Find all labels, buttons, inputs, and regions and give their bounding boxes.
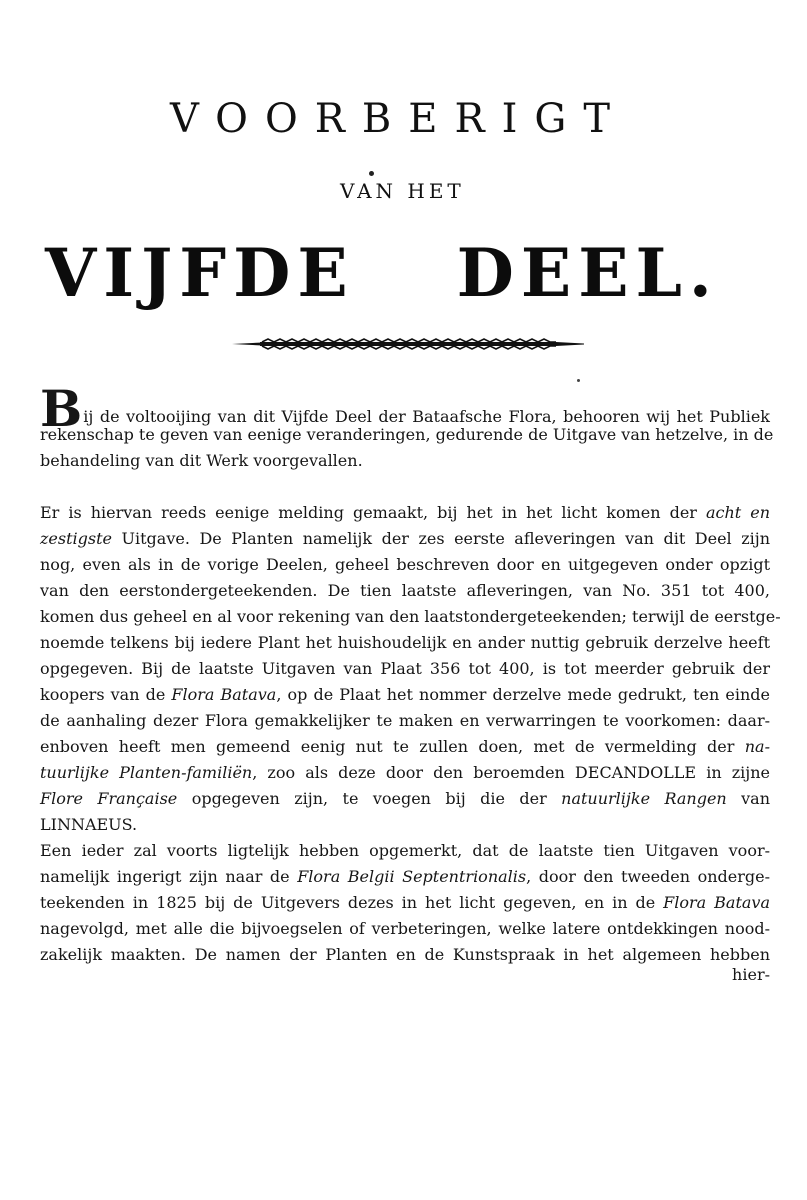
p2-line-13: LINNAEUS.	[40, 815, 138, 834]
p3-line-3	[40, 890, 770, 916]
paragraph-3	[40, 838, 770, 968]
p2-line-7: opgegeven. Bij de laatste Uitgaven van Plaat 356 tot 400, is tot meerder gebruik der	[40, 659, 770, 678]
p2-line-1	[40, 500, 770, 526]
p3-line-2-text-b: , door den tweeden onderge-	[526, 867, 770, 886]
p3-line-2-text-a: namelijk ingerigt zijn naar de	[40, 867, 298, 886]
p3-line-4: nagevolgd, met alle die bijvoegselen of verbeteringen, welke latere ontdekkingen nood-	[40, 919, 770, 938]
p2-line-11-italic: tuurlijke Planten-familiën	[40, 763, 253, 782]
p2-line-10	[40, 734, 770, 760]
p2-line-8-text-a: koopers van de	[40, 685, 172, 704]
p2-line-12	[40, 786, 770, 812]
p2-line-3: nog, even als in de vorige Deelen, geheel beschreven door en uitgegeven onder opzigt	[40, 555, 770, 574]
p2-line-12-text-b: van	[726, 789, 771, 808]
p2-line-5: komen dus geheel en al voor rekening van den laatstondergeteekenden; terwijl de eerstge-	[40, 607, 781, 626]
p1-line-2: rekenschap te geven van eenige veranderingen, gedurende de Uitgave van hetzelve, in de	[40, 425, 774, 444]
paragraph-1	[40, 379, 774, 474]
p3-line-5: zakelijk maakten. De namen der Planten en de Kunstspraak in het algemeen hebben	[40, 945, 770, 964]
p2-line-2-italic: zestigste	[40, 529, 113, 548]
p2-line-1-italic: acht en	[705, 503, 771, 522]
p3-line-1: Een ieder zal voorts ligtelijk hebben opgemerkt, dat de laatste tien Uitgaven voor-	[40, 841, 770, 860]
p2-line-11	[40, 760, 770, 786]
heading-van-het: VAN HET	[340, 179, 465, 203]
p2-line-8-text-b: , op de Plaat het nommer derzelve mede gedrukt, ten einde	[276, 685, 770, 704]
p2-line-2-text: Uitgave. De Planten namelijk der zes eerste afleveringen van dit Deel zijn	[112, 529, 770, 548]
ornamental-rule	[232, 338, 584, 350]
ink-speck	[577, 379, 580, 382]
p3-line-3-text: teekenden in 1825 bij de Uitgevers dezes in het licht gegeven, en in de	[40, 893, 664, 912]
p2-line-10-text: enboven heeft men gemeend eenig nut te zullen doen, met de vermelding der	[40, 737, 745, 756]
p3-line-2-italic: Flora Belgii Septentrionalis	[297, 867, 527, 886]
p2-line-1-text: Er is hiervan reeds eenige melding gemaakt, bij het in het licht komen der	[40, 503, 706, 522]
p2-line-11-text: , zoo als deze door den beroemden DECANDOLLE in zijne	[252, 763, 770, 782]
p2-line-2	[40, 526, 770, 552]
p1-line-3: behandeling van dit Werk voorgevallen.	[40, 451, 363, 470]
p2-line-12-italic-b: natuurlijke Rangen	[561, 789, 727, 808]
p2-line-10-italic: na-	[744, 737, 770, 756]
p2-line-9: de aanhaling dezer Flora gemakkelijker te maken en verwarringen te voorkomen: daar-	[40, 711, 770, 730]
p1-line-1-text: ij de voltooijing van dit Vijfde Deel der Bataafsche Flora, behooren wij het Publiek	[83, 407, 770, 426]
p3-line-3-italic: Flora Batava	[663, 893, 771, 912]
ink-dot	[369, 171, 374, 176]
p2-line-12-italic-a: Flore Française	[40, 789, 178, 808]
p2-line-8-italic: Flora Batava	[171, 685, 277, 704]
heading-voorberigt: VOORBERIGT	[170, 96, 628, 142]
heading-vijfde-deel: VIJFDE DEEL.	[45, 234, 719, 312]
p2-line-8	[40, 682, 770, 708]
p2-line-4: van den eerstondergeteekenden. De tien laatste afleveringen, van No. 351 tot 400,	[40, 581, 770, 600]
catchword: hier-	[732, 965, 770, 984]
p3-line-2	[40, 864, 770, 890]
paragraph-2	[40, 500, 781, 838]
p2-line-6: noemde telkens bij iedere Plant het huishoudelijk en ander nuttig gebruik derzelve heeft	[40, 633, 770, 652]
drop-cap: B	[40, 379, 83, 438]
p2-line-12-text-a: opgegeven zijn, te voegen bij die der	[177, 789, 562, 808]
